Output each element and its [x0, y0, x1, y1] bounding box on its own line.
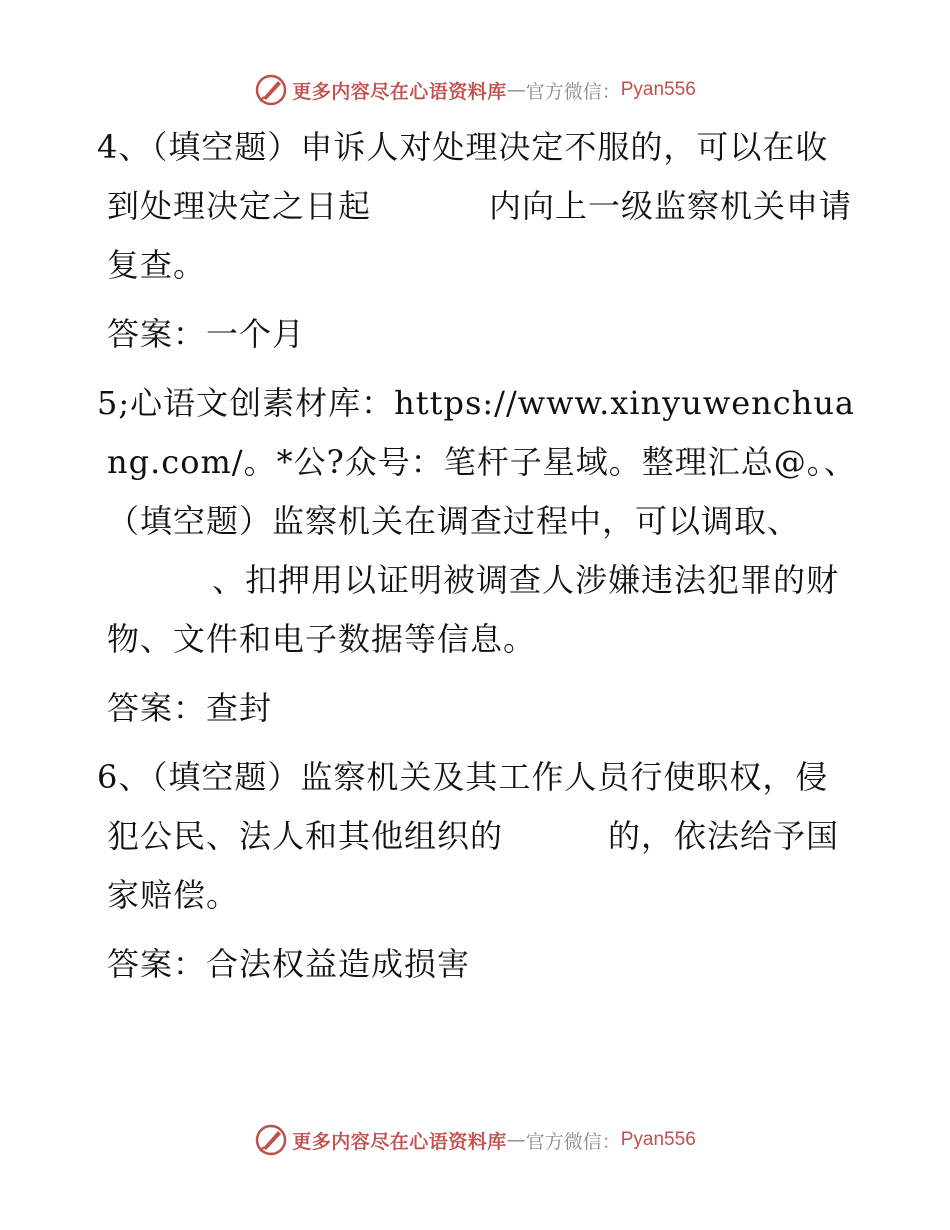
question-4-text-before: 4、（填空题）申诉人对处理决定不服的，可以在收到处理决定之日起: [97, 128, 829, 225]
answer-6: 答案：合法权益造成损害: [107, 945, 471, 983]
answer-4: 答案：一个月: [107, 315, 306, 353]
banner-grey-text: 官方微信：: [525, 80, 621, 103]
question-4: [97, 118, 857, 295]
banner-red-text: 更多内容尽在心语资料库: [292, 1130, 507, 1153]
question-4-text-after: 内向上一级监察机关申请复查。: [107, 187, 853, 284]
question-5-text-before: 5;心语文创素材库：https://www.xinyuwenchuang.com/。*公?众号：笔杆子星域。整理汇总@。、（填空题）监察机关在调查过程中，可以调取、: [97, 384, 857, 540]
feather-pen-logo-icon: [254, 1123, 288, 1157]
header-watermark-banner: [0, 70, 950, 110]
question-6-text-after: 的，依法给予国家赔偿。: [107, 817, 840, 914]
banner-red-text: 更多内容尽在心语资料库: [292, 80, 507, 103]
footer-watermark-banner: [0, 1120, 950, 1160]
question-6-text-before: 6、（填空题）监察机关及其工作人员行使职权，侵犯公民、法人和其他组织的: [97, 758, 829, 855]
banner-id-text: Pyan556: [620, 79, 696, 100]
question-5-text-after: 、扣押用以证明被调查人涉嫌违法犯罪的财物、文件和电子数据等信息。: [107, 561, 840, 658]
feather-pen-logo-icon: [254, 73, 288, 107]
question-5: [97, 374, 857, 669]
document-body: [97, 118, 857, 1004]
banner-dash: —: [506, 79, 526, 101]
question-6: [97, 748, 857, 925]
banner-id-text: Pyan556: [620, 1129, 696, 1150]
banner-dash: —: [506, 1129, 526, 1151]
answer-5: 答案：查封: [107, 689, 273, 727]
banner-grey-text: 官方微信：: [525, 1130, 621, 1153]
